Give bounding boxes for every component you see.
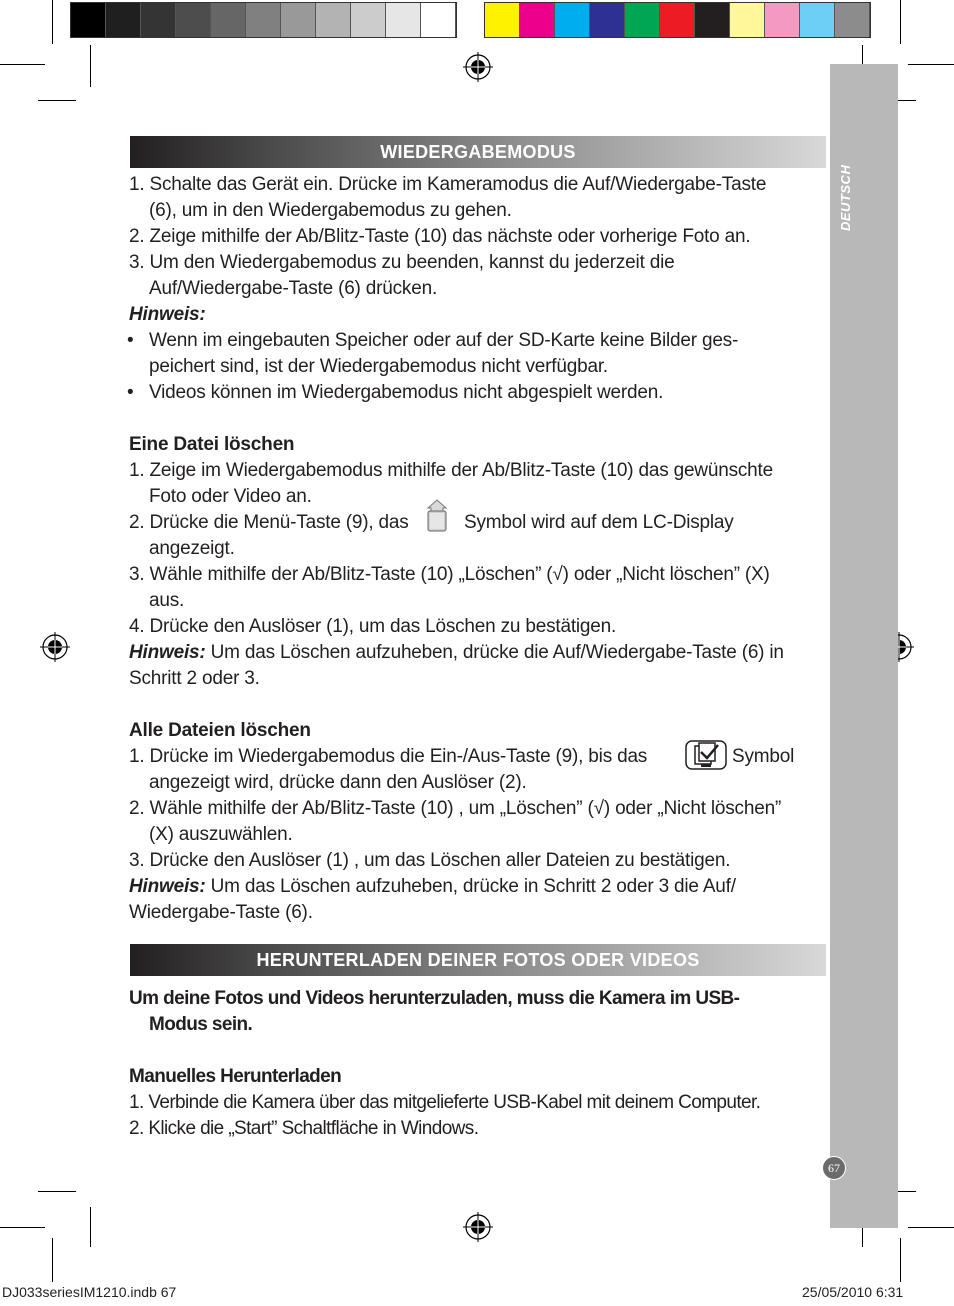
crop-mark <box>900 1238 901 1282</box>
color-patch <box>800 3 835 37</box>
step-text: Auf/Wiedergabe-Taste (6) drücken. <box>149 278 438 299</box>
color-patch <box>555 3 590 37</box>
color-patch <box>211 3 246 37</box>
color-patch <box>625 3 660 37</box>
footer-file-info: DJ033seriesIM1210.indb 67 <box>2 1284 177 1300</box>
intro-text: Um deine Fotos und Videos herunterzuladen, muss die Kamera im USB- <box>129 988 740 1009</box>
page-number: 67 <box>822 1156 846 1180</box>
step-text: 3. Drücke den Auslöser (1) , um das Löschen aller Dateien zu bestätigen. <box>129 850 731 871</box>
crop-mark <box>90 1207 91 1247</box>
color-patch <box>695 3 730 37</box>
step-text: 3. Um den Wiedergabemodus zu beenden, kannst du jederzeit die <box>129 252 675 273</box>
step-text: 4. Drücke den Auslöser (1), um das Löschen zu bestätigen. <box>129 616 617 637</box>
color-patch <box>386 3 421 37</box>
language-label-container <box>838 155 858 235</box>
bullet-text: Wenn im eingebauten Speicher oder auf der SD-Karte keine Bilder ges- <box>149 330 739 351</box>
step-text: 1. Drücke im Wiedergabemodus die Ein-/Aus-Taste (9), bis das <box>129 746 648 767</box>
bullet-text: Videos können im Wiedergabemodus nicht abgespielt werden. <box>149 382 664 403</box>
subheading-delete-all: Alle Dateien löschen <box>129 720 311 741</box>
registration-mark-icon <box>40 632 70 662</box>
crop-mark <box>908 1227 954 1228</box>
subheading-delete-one: Eine Datei löschen <box>129 434 295 455</box>
delete-all-icon <box>685 740 727 770</box>
color-patch <box>421 3 456 37</box>
color-patch <box>765 3 800 37</box>
color-patch <box>71 3 106 37</box>
note-label: Hinweis: <box>129 304 206 325</box>
step-text: angezeigt wird, drücke dann den Auslöser (2). <box>149 772 527 793</box>
color-patch <box>246 3 281 37</box>
step-text: angezeigt. <box>149 538 235 559</box>
crop-mark <box>38 1191 76 1192</box>
step-text: 2. Drücke die Menü-Taste (9), das <box>129 512 409 533</box>
crop-mark <box>52 1238 53 1282</box>
note-label: Hinweis: <box>129 876 206 897</box>
step-text: 2. Wähle mithilfe der Ab/Blitz-Taste (10) , um „Löschen” (√) oder „Nicht löschen” <box>129 798 782 819</box>
note-text: Um das Löschen aufzuheben, drücke in Schritt 2 oder 3 die Auf/ <box>205 876 736 897</box>
step-text: Foto oder Video an. <box>149 486 312 507</box>
subheading-manual-download: Manuelles Herunterladen <box>129 1066 342 1087</box>
step-text: aus. <box>149 590 185 611</box>
process-color-bar <box>484 2 871 38</box>
language-label: DEUTSCH <box>838 164 853 231</box>
crop-mark <box>900 0 901 44</box>
note-text: Schritt 2 oder 3. <box>129 668 260 689</box>
delete-one-icon <box>426 499 448 533</box>
step-text: 2. Klicke die „Start” Schaltfläche in Windows. <box>129 1118 479 1139</box>
crop-mark <box>38 100 76 101</box>
color-patch <box>660 3 695 37</box>
crop-mark <box>52 0 53 44</box>
step-text: (6), um in den Wiedergabemodus zu gehen. <box>149 200 512 221</box>
crop-mark <box>0 1227 45 1228</box>
note-text: Um das Löschen aufzuheben, drücke die Auf/Wiedergabe-Taste (6) in <box>205 642 784 663</box>
registration-mark-icon <box>463 1212 493 1242</box>
note-paragraph <box>129 640 784 666</box>
color-patch <box>281 3 316 37</box>
intro-text: Modus sein. <box>149 1014 253 1035</box>
color-patch <box>485 3 520 37</box>
color-patch <box>590 3 625 37</box>
bullet-mark: • <box>127 330 134 351</box>
color-patch <box>520 3 555 37</box>
step-text: Symbol wird auf dem LC-Display <box>464 512 734 533</box>
crop-mark <box>0 64 45 65</box>
note-label: Hinweis: <box>129 642 206 663</box>
color-patch <box>176 3 211 37</box>
note-text: Wiedergabe-Taste (6). <box>129 902 313 923</box>
step-text: Symbol <box>732 746 795 767</box>
note-paragraph <box>129 874 736 900</box>
language-side-tab <box>830 64 898 1228</box>
color-patch <box>106 3 141 37</box>
step-text: 1. Verbinde die Kamera über das mitgelieferte USB-Kabel mit deinem Computer. <box>129 1092 761 1113</box>
step-text: 1. Schalte das Gerät ein. Drücke im Kameramodus die Auf/Wiedergabe-Taste <box>129 174 767 195</box>
color-patch <box>316 3 351 37</box>
bullet-mark: • <box>127 382 134 403</box>
footer-timestamp: 25/05/2010 6:31 <box>802 1284 904 1300</box>
crop-mark <box>90 45 91 87</box>
step-text: (X) auszuwählen. <box>149 824 293 845</box>
section-header-playback: WIEDERGABEMODUS <box>130 136 826 168</box>
crop-mark <box>908 64 954 65</box>
color-patch <box>141 3 176 37</box>
step-text: 3. Wähle mithilfe der Ab/Blitz-Taste (10) „Löschen” (√) oder „Nicht löschen” (X) <box>129 564 770 585</box>
step-text: 1. Zeige im Wiedergabemodus mithilfe der Ab/Blitz-Taste (10) das gewünschte <box>129 460 773 481</box>
bullet-text: peichert sind, ist der Wiedergabemodus nicht verfügbar. <box>149 356 608 377</box>
color-patch <box>730 3 765 37</box>
section-header-download: HERUNTERLADEN DEINER FOTOS ODER VIDEOS <box>130 944 826 976</box>
step-text: 2. Zeige mithilfe der Ab/Blitz-Taste (10) das nächste oder vorherige Foto an. <box>129 226 751 247</box>
color-patch <box>835 3 870 37</box>
registration-mark-icon <box>463 52 493 82</box>
color-patch <box>351 3 386 37</box>
grayscale-color-bar <box>70 2 457 38</box>
